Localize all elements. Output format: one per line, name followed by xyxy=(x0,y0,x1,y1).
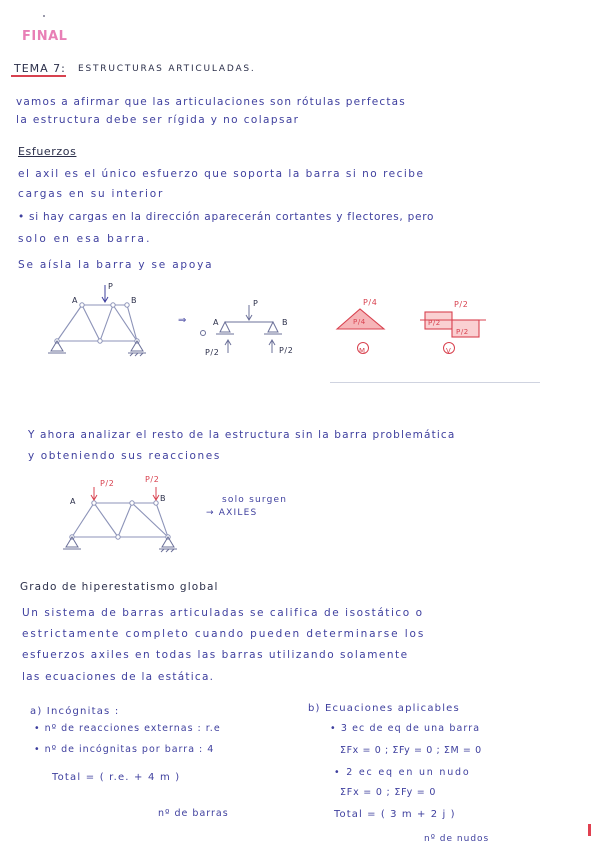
isolate-arrow: ⇒ xyxy=(178,315,187,326)
grado-line-1: Un sistema de barras articuladas se califica de isostático o xyxy=(22,607,424,619)
shear-right-label: P/2 xyxy=(456,328,469,336)
grado-line-2: estrictamente completo cuando pueden determinarse los xyxy=(22,628,426,640)
truss-1-supports xyxy=(48,341,146,356)
beam-reaction-right: P/2 xyxy=(279,346,294,355)
ecuaciones-eq-2: ΣFx = 0 ; ΣFy = 0 xyxy=(340,787,437,798)
truss-2-load-left: P/2 xyxy=(100,479,115,488)
truss-1-label-a: A xyxy=(72,296,79,305)
truss-2-load-right: P/2 xyxy=(145,475,160,484)
esfuerzos-line-1: el axil es el único esfuerzo que soporta la barra si no recibe xyxy=(18,168,425,180)
incognitas-note: nº de barras xyxy=(158,808,229,819)
final-title: FINAL xyxy=(22,29,68,44)
truss-1-label-b: B xyxy=(131,296,138,305)
ecuaciones-note: nº de nudos xyxy=(424,834,490,844)
show-through-line xyxy=(330,382,540,383)
intro-line-2: la estructura debe ser rígida y no colapsar xyxy=(16,114,300,126)
esfuerzos-line-3: • si hay cargas en la dirección aparecerán cortantes y flectores, pero xyxy=(18,211,435,223)
shear-circle-label: V xyxy=(446,347,452,355)
grado-line-3: esfuerzos axiles en todas las barras utilizando solamente xyxy=(22,649,409,661)
truss-diagram-1 xyxy=(0,275,600,375)
beam-label-a: A xyxy=(213,318,220,327)
moment-inner-label: P/4 xyxy=(353,318,366,326)
esfuerzos-line-5: Se aísla la barra y se apoya xyxy=(18,259,214,271)
moment-max-label: P/4 xyxy=(363,298,378,307)
beam-label-p: P xyxy=(253,299,259,308)
tema-underline xyxy=(11,75,66,77)
incognitas-title: a) Incógnitas : xyxy=(30,706,120,717)
axiles-note-1: solo surgen xyxy=(222,495,288,505)
shear-top-label: P/2 xyxy=(454,300,469,309)
grado-line-4: las ecuaciones de la estática. xyxy=(22,671,215,683)
ecuaciones-eq-1: ΣFx = 0 ; ΣFy = 0 ; ΣM = 0 xyxy=(340,745,482,756)
incognitas-item-2: • nº de incógnitas por barra : 4 xyxy=(34,744,215,755)
truss-1-nodes xyxy=(55,303,139,343)
truss-2-label-b: B xyxy=(160,494,167,503)
truss-2-supports xyxy=(63,537,177,552)
moment-circle-label: M xyxy=(359,347,366,355)
grado-heading: Grado de hiperestatismo global xyxy=(20,581,219,593)
truss-1-label-p: P xyxy=(108,282,114,291)
page-edge-marker xyxy=(588,824,591,836)
incognitas-item-1: • nº de reacciones externas : r.e xyxy=(34,723,221,734)
ecuaciones-item-2: • 2 ec eq en un nudo xyxy=(334,767,471,778)
analisis-line-2: y obteniendo sus reacciones xyxy=(28,450,221,462)
truss-2-label-a: A xyxy=(70,497,77,506)
ink-dot xyxy=(43,15,45,17)
truss-2-members xyxy=(72,503,168,537)
beam-label-b: B xyxy=(282,318,289,327)
esfuerzos-heading: Esfuerzos xyxy=(18,145,77,158)
esfuerzos-line-4: solo en esa barra. xyxy=(18,233,152,245)
incognitas-total: Total = ( r.e. + 4 m ) xyxy=(52,772,181,783)
ecuaciones-title: b) Ecuaciones aplicables xyxy=(308,703,460,714)
intro-line-1: vamos a afirmar que las articulaciones son rótulas perfectas xyxy=(16,96,406,108)
tema-title: ESTRUCTURAS ARTICULADAS. xyxy=(78,64,256,74)
ecuaciones-item-1: • 3 ec de eq de una barra xyxy=(330,723,481,734)
truss-diagram-2 xyxy=(50,475,250,570)
truss-1-members xyxy=(57,305,137,341)
analisis-line-1: Y ahora analizar el resto de la estructura sin la barra problemática xyxy=(28,429,456,441)
ecuaciones-total: Total = ( 3 m + 2 j ) xyxy=(334,809,456,820)
axiles-note-2: → AXILES xyxy=(206,508,258,518)
beam-reaction-left: P/2 xyxy=(205,348,220,357)
esfuerzos-line-2: cargas en su interior xyxy=(18,188,165,200)
tema-label: TEMA 7: xyxy=(14,62,66,75)
shear-left-label: P/2 xyxy=(428,319,441,327)
